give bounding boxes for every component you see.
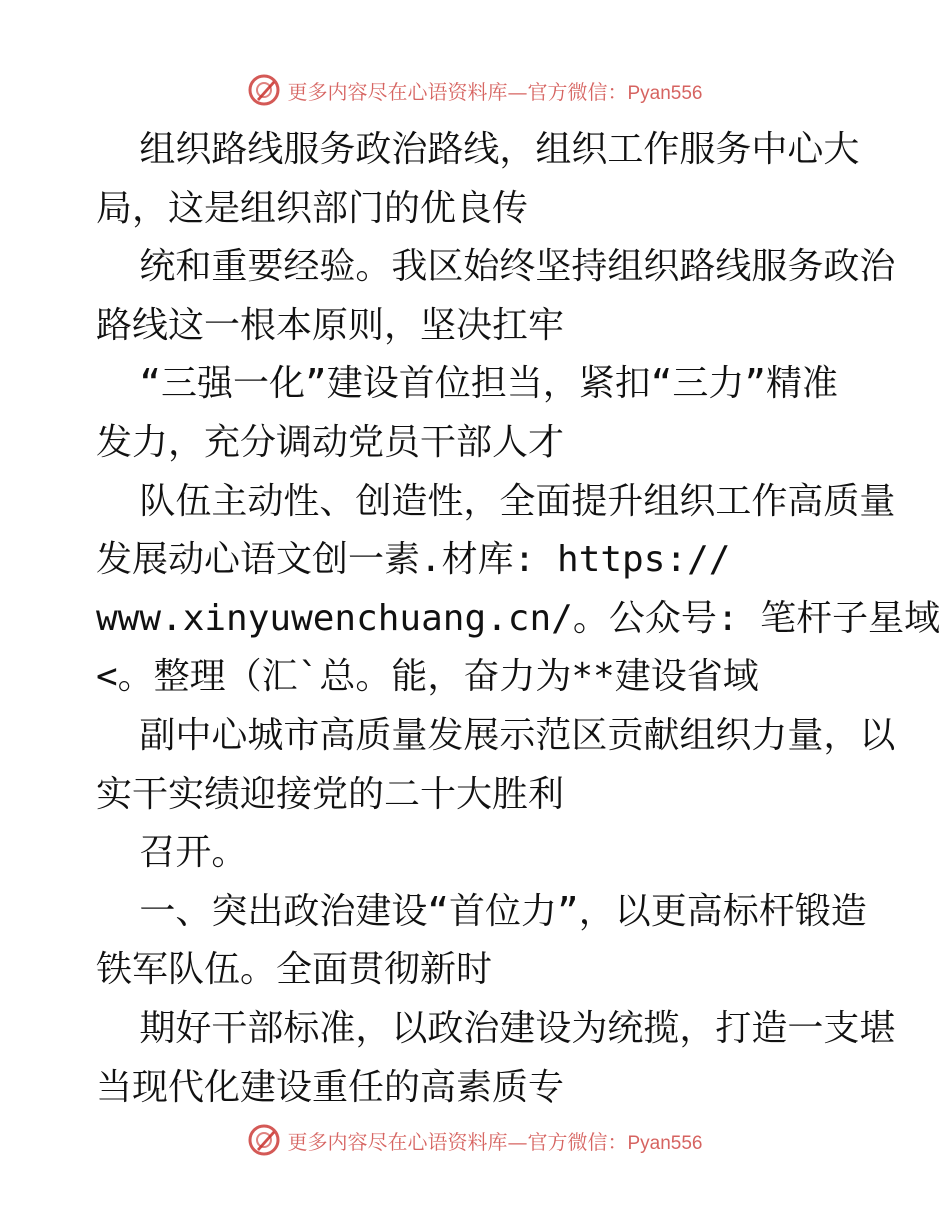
text-line: “三强一化”建设首位担当，紧扣“三力”精准 [96, 363, 839, 405]
footer-brand-text: 更多内容尽在心语资料库 [287, 1129, 508, 1154]
text-line: 统和重要经验。我区始终坚持组织路线服务政治 [96, 246, 896, 288]
document-body [96, 121, 941, 1117]
header-watermark [0, 70, 950, 110]
text-line: www.xinyuwenchuang.cn/。公众号: 笔杆子星域 [96, 597, 941, 639]
brand-logo-icon [247, 73, 281, 107]
footer-contact-id: Pyan556 [627, 1132, 703, 1154]
footer-watermark-text [287, 1126, 702, 1155]
header-watermark-text [287, 76, 702, 105]
text-line: 一、突出政治建设“首位力”，以更高标杆锻造 [96, 890, 867, 932]
text-line: 当现代化建设重任的高素质专 [96, 1066, 565, 1108]
text-line: 局，这是组织部门的优良传 [96, 187, 529, 229]
text-line: 期好干部标准，以政治建设为统揽，打造一支堪 [96, 1007, 896, 1049]
header-brand-text: 更多内容尽在心语资料库 [287, 79, 508, 104]
footer-separator: — [507, 1129, 528, 1154]
text-line: 实干实绩迎接党的二十大胜利 [96, 773, 565, 815]
footer-watermark [0, 1120, 950, 1160]
brand-logo-icon [247, 1123, 281, 1157]
text-line: 召开。 [96, 832, 248, 874]
text-line: 组织路线服务政治路线，组织工作服务中心大 [96, 129, 860, 170]
text-line: 发力，充分调动党员干部人才 [96, 421, 565, 463]
text-line: 副中心城市高质量发展示范区贡献组织力量，以 [96, 714, 896, 756]
text-line: 发展动心语文创一素.材库: https:// [96, 539, 731, 581]
header-separator: — [507, 79, 528, 104]
footer-contact-text: 官方微信： [527, 1129, 628, 1154]
text-line: 队伍主动性、创造性，全面提升组织工作高质量 [96, 480, 896, 522]
text-line: <。整理（汇`总。能，奋力为**建设省域 [96, 656, 759, 698]
header-contact-text: 官方微信： [527, 79, 628, 104]
text-line: 铁军队伍。全面贯彻新时 [96, 949, 493, 991]
text-line: 路线这一根本原则，坚决扛牢 [96, 304, 565, 346]
header-contact-id: Pyan556 [627, 82, 703, 104]
